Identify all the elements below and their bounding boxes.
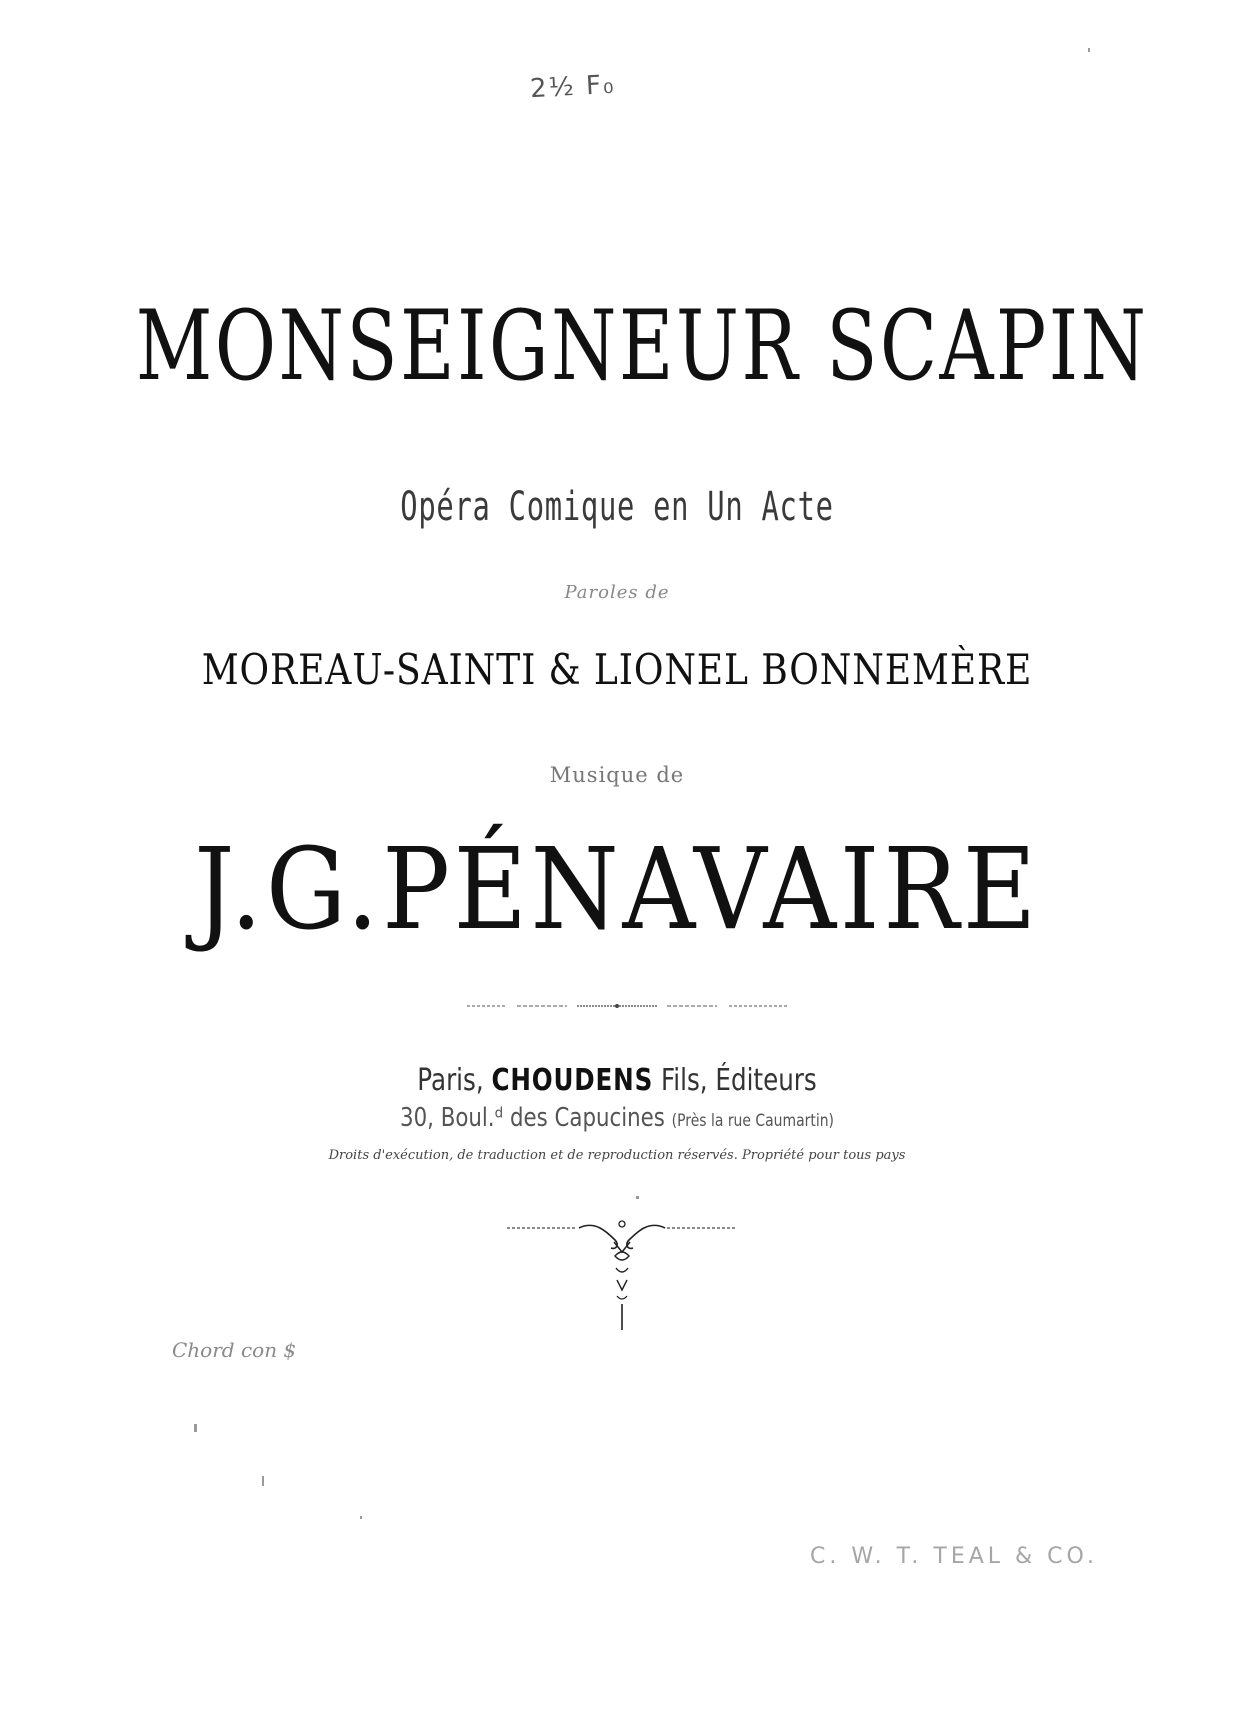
music-credit-label: Musique de <box>549 763 685 787</box>
publisher-line <box>111 1063 1123 1098</box>
publisher-name: CHOUDENS <box>491 1063 654 1098</box>
publisher-address-line <box>111 1103 1123 1133</box>
work-title: MONSEIGNEUR SCAPIN <box>135 290 1149 402</box>
scan-speck <box>194 1424 197 1432</box>
librettists: MOREAU-SAINTI & LIONEL BONNEMÈRE <box>201 645 1033 694</box>
catalog-mark: 2½ F₀ <box>529 69 617 105</box>
scan-speck <box>360 1516 362 1519</box>
lyrics-credit-label: Paroles de <box>564 582 670 603</box>
publisher-address-note: (Près la rue Caumartin) <box>671 1111 834 1131</box>
publisher-address: 30, Boul.ᵈ des Capucines <box>400 1103 665 1133</box>
library-stamp: C. W. T. TEAL & CO. <box>810 1544 1098 1569</box>
scan-speck <box>1088 48 1090 52</box>
handwritten-note: Chord con $ <box>172 1338 297 1362</box>
publisher-city: Paris, <box>417 1063 484 1098</box>
work-subtitle: Opéra Comique en Un Acte <box>400 484 834 530</box>
rights-notice: Droits d'exécution, de traduction et de reproduction réservés. Propriété pour tous pays <box>328 1148 906 1163</box>
scan-speck <box>262 1476 264 1486</box>
composer-name: J.G.PÉNAVAIRE <box>194 825 1040 955</box>
vignette-ornament-icon <box>507 1218 737 1338</box>
scan-speck <box>636 1196 639 1199</box>
publisher-suffix: Fils, Éditeurs <box>660 1063 817 1098</box>
ornamental-rule-icon <box>467 1000 787 1012</box>
